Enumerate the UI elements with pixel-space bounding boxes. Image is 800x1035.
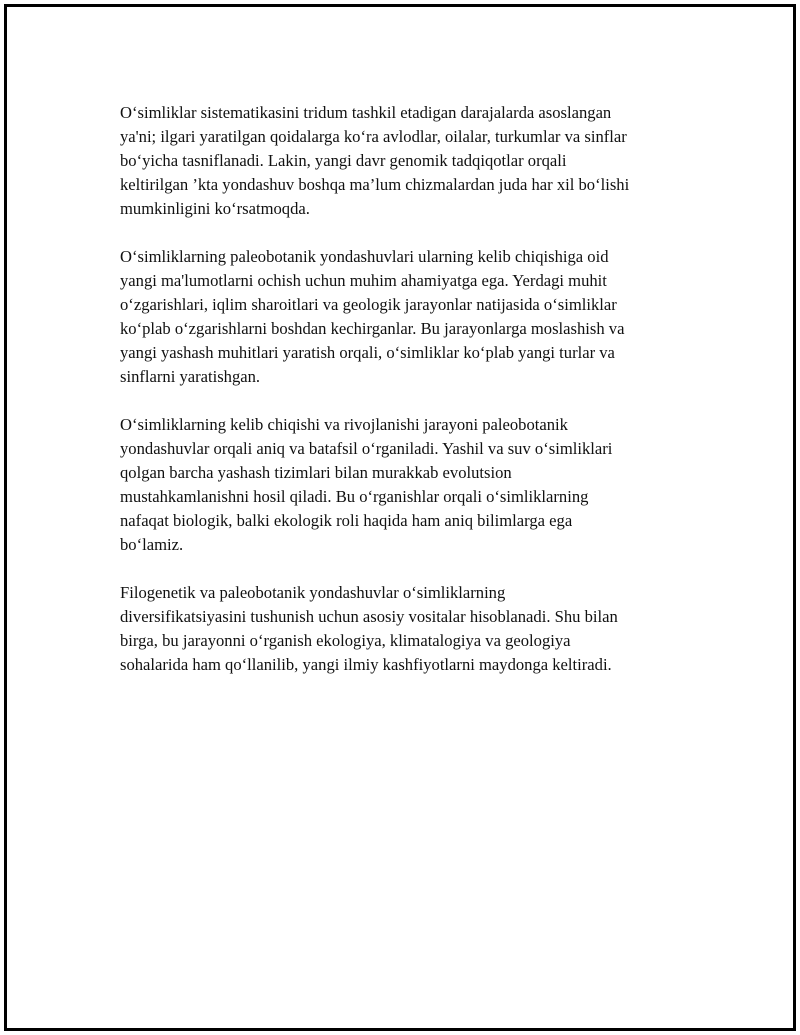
paragraph-line: ko‘plab o‘zgarishlarni boshdan kechirganlar. Bu jarayonlarga moslashish va bbox=[120, 319, 625, 338]
paragraph-line: nafaqat biologik, balki ekologik roli haqida ham aniq bilimlarga ega bbox=[120, 511, 573, 530]
paragraph-line: O‘simliklar sistematikasini tridum tashkil etadigan darajalarda asoslangan bbox=[120, 103, 612, 122]
paragraph-line: sohalarida ham qo‘llanilib, yangi ilmiy kashfiyotlarni maydonga keltiradi. bbox=[120, 655, 612, 674]
paragraph-line: keltirilgan ’kta yondashuv boshqa ma’lum chizmalardan juda har xil bo‘lishi bbox=[120, 175, 630, 194]
paragraph-3 bbox=[120, 413, 680, 557]
paragraph-line: o‘zgarishlari, iqlim sharoitlari va geologik jarayonlar natijasida o‘simliklar bbox=[120, 295, 617, 314]
paragraph-line: diversifikatsiyasini tushunish uchun asosiy vositalar hisoblanadi. Shu bilan bbox=[120, 607, 618, 626]
paragraph-1 bbox=[120, 101, 680, 221]
paragraph-line: mumkinligini ko‘rsatmoqda. bbox=[120, 199, 310, 218]
paragraph-line: yangi ma'lumotlarni ochish uchun muhim ahamiyatga ega. Yerdagi muhit bbox=[120, 271, 607, 290]
paragraph-line: bo‘yicha tasniflanadi. Lakin, yangi davr genomik tadqiqotlar orqali bbox=[120, 151, 567, 170]
paragraph-2 bbox=[120, 245, 680, 389]
paragraph-line: birga, bu jarayonni o‘rganish ekologiya, klimatalogiya va geologiya bbox=[120, 631, 571, 650]
paragraph-line: qolgan barcha yashash tizimlari bilan murakkab evolutsion bbox=[120, 463, 512, 482]
paragraph-line: Filogenetik va paleobotanik yondashuvlar o‘simliklarning bbox=[120, 583, 506, 602]
paragraph-line: yangi yashash muhitlari yaratish orqali, o‘simliklar ko‘plab yangi turlar va bbox=[120, 343, 615, 362]
paragraph-line: ya'ni; ilgari yaratilgan qoidalarga ko‘ra avlodlar, oilalar, turkumlar va sinflar bbox=[120, 127, 627, 146]
paragraph-line: mustahkamlanishni hosil qiladi. Bu o‘rganishlar orqali o‘simliklarning bbox=[120, 487, 589, 506]
paragraph-4 bbox=[120, 581, 680, 677]
page-content bbox=[120, 101, 680, 701]
paragraph-line: yondashuvlar orqali aniq va batafsil o‘rganiladi. Yashil va suv o‘simliklari bbox=[120, 439, 613, 458]
paragraph-line: bo‘lamiz. bbox=[120, 535, 184, 554]
paragraph-line: O‘simliklarning kelib chiqishi va rivojlanishi jarayoni paleobotanik bbox=[120, 415, 568, 434]
paragraph-line: sinflarni yaratishgan. bbox=[120, 367, 261, 386]
paragraph-line: O‘simliklarning paleobotanik yondashuvlari ularning kelib chiqishiga oid bbox=[120, 247, 609, 266]
page-frame bbox=[4, 4, 796, 1031]
